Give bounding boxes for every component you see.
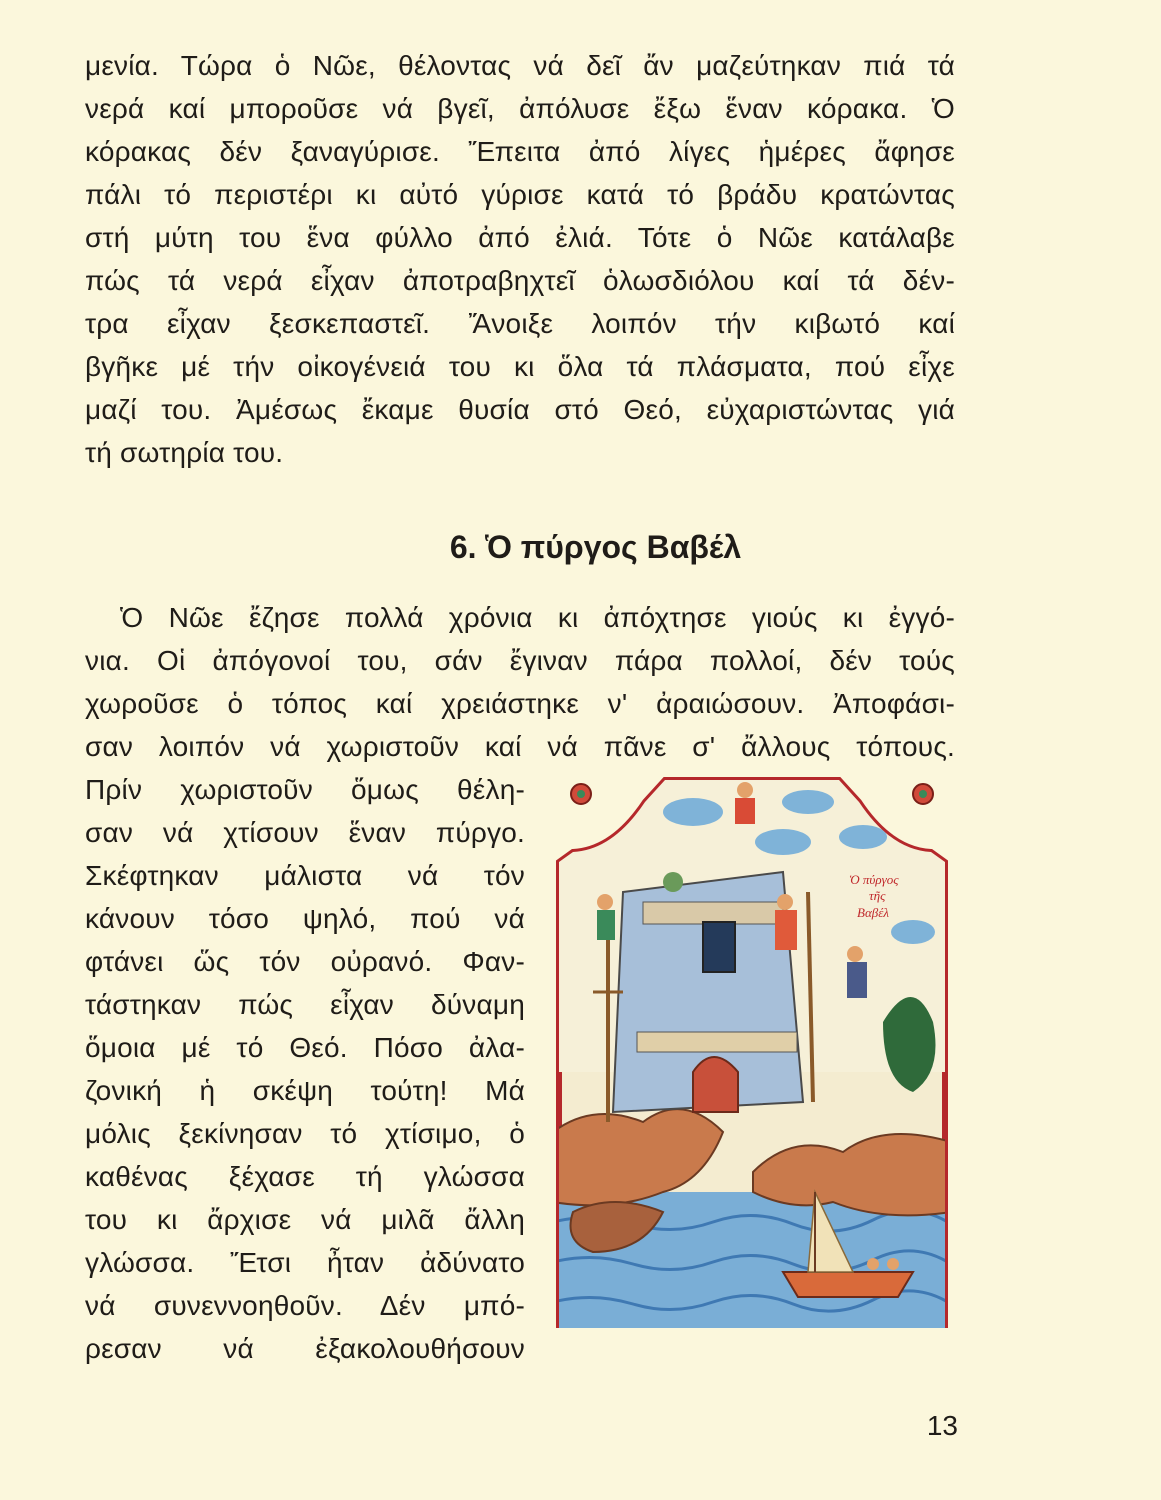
text-line: Πρίν χωριστοῦν ὅμως θέλη- xyxy=(85,774,525,805)
text-line: βγῆκε μέ τήν οἰκογένειά του κι ὅλα τά πλάσματα, πού εἶχε xyxy=(85,351,955,382)
boat xyxy=(783,1272,913,1297)
illustration-caption: τῆς xyxy=(869,888,886,903)
text-line: νερά καί μποροῦσε νά βγεῖ, ἀπόλυσε ἔξω ἕναν κόρακα. Ὁ xyxy=(85,93,955,124)
text-line: καθένας ξέχασε τή γλώσσα xyxy=(85,1161,525,1192)
text-line: σαν λοιπόν νά χωριστοῦν καί νά πᾶνε σ' ἄλλους τόπους. xyxy=(85,731,955,762)
text-line: πώς τά νερά εἶχαν ἀποτραβηχτεῖ ὁλωσδιόλου καί τά δέν- xyxy=(85,265,955,296)
text-line: ρεσαν νά ἐξακολουθήσουν xyxy=(85,1333,525,1364)
section-heading xyxy=(0,527,1161,567)
text-line: ὅμοια μέ τό Θεό. Πόσο ἀλα- xyxy=(85,1032,525,1063)
text-line: χωροῦσε ὁ τόπος καί χρειάστηκε ν' ἀραιώσουν. Ἀποφάσι- xyxy=(85,688,955,719)
illustration-caption: Ὁ πύργος xyxy=(849,872,899,887)
text-line: ζονική ἡ σκέψη τούτη! Μά xyxy=(85,1075,525,1106)
text-line: φτάνει ὥς τόν οὐρανό. Φαν- xyxy=(85,946,525,977)
text-line: σαν νά χτίσουν ἕναν πύργο. xyxy=(85,817,525,848)
text-line: μόλις ξεκίνησαν τό χτίσιμο, ὁ xyxy=(85,1118,525,1149)
text-line: γλώσσα. Ἔτσι ἦταν ἀδύνατο xyxy=(85,1247,525,1278)
text-line: Ὁ Νῶε ἔζησε πολλά χρόνια κι ἀπόχτησε γιούς κι ἐγγό- xyxy=(120,602,955,633)
text-line: τάστηκαν πώς εἶχαν δύναμη xyxy=(85,989,525,1020)
text-line: τή σωτηρία του. xyxy=(85,437,284,468)
text-line: Σκέφτηκαν μάλιστα νά τόν xyxy=(85,860,525,891)
page-number: 13 xyxy=(926,1410,958,1441)
text-line: νια. Οἱ ἀπόγονοί του, σάν ἔγιναν πάρα πολλοί, δέν τούς xyxy=(85,645,955,676)
text-line: κόρακας δέν ξαναγύρισε. Ἔπειτα ἀπό λίγες ἡμέρες ἄφησε xyxy=(85,136,955,167)
text-line: στή μύτη του ἕνα φύλλο ἀπό ἐλιά. Τότε ὁ Νῶε κατάλαβε xyxy=(85,222,955,253)
text-line: νά συνεννοηθοῦν. Δέν μπό- xyxy=(85,1290,525,1321)
text-line: κάνουν τόσο ψηλό, πού νά xyxy=(85,903,525,934)
text-line: μαζί του. Ἀμέσως ἔκαμε θυσία στό Θεό, εὐχαριστώντας γιά xyxy=(85,394,955,425)
text-line: μενία. Τώρα ὁ Νῶε, θέλοντας νά δεῖ ἄν μαζεύτηκαν πιά τά xyxy=(85,50,955,81)
text-line: του κι ἄρχισε νά μιλᾶ ἄλλη xyxy=(85,1204,525,1235)
section-heading-text: 6. Ὁ πύργος Βαβέλ xyxy=(449,529,742,565)
text-line: τρα εἶχαν ξεσκεπαστεῖ. Ἄνοιξε λοιπόν τήν κιβωτό καί xyxy=(85,308,955,339)
illustration-caption: Βαβέλ xyxy=(857,905,889,920)
tower-of-babel-illustration xyxy=(553,772,951,1328)
text-line: πάλι τό περιστέρι κι αὐτό γύρισε κατά τό βράδυ κρατώντας xyxy=(85,179,955,210)
